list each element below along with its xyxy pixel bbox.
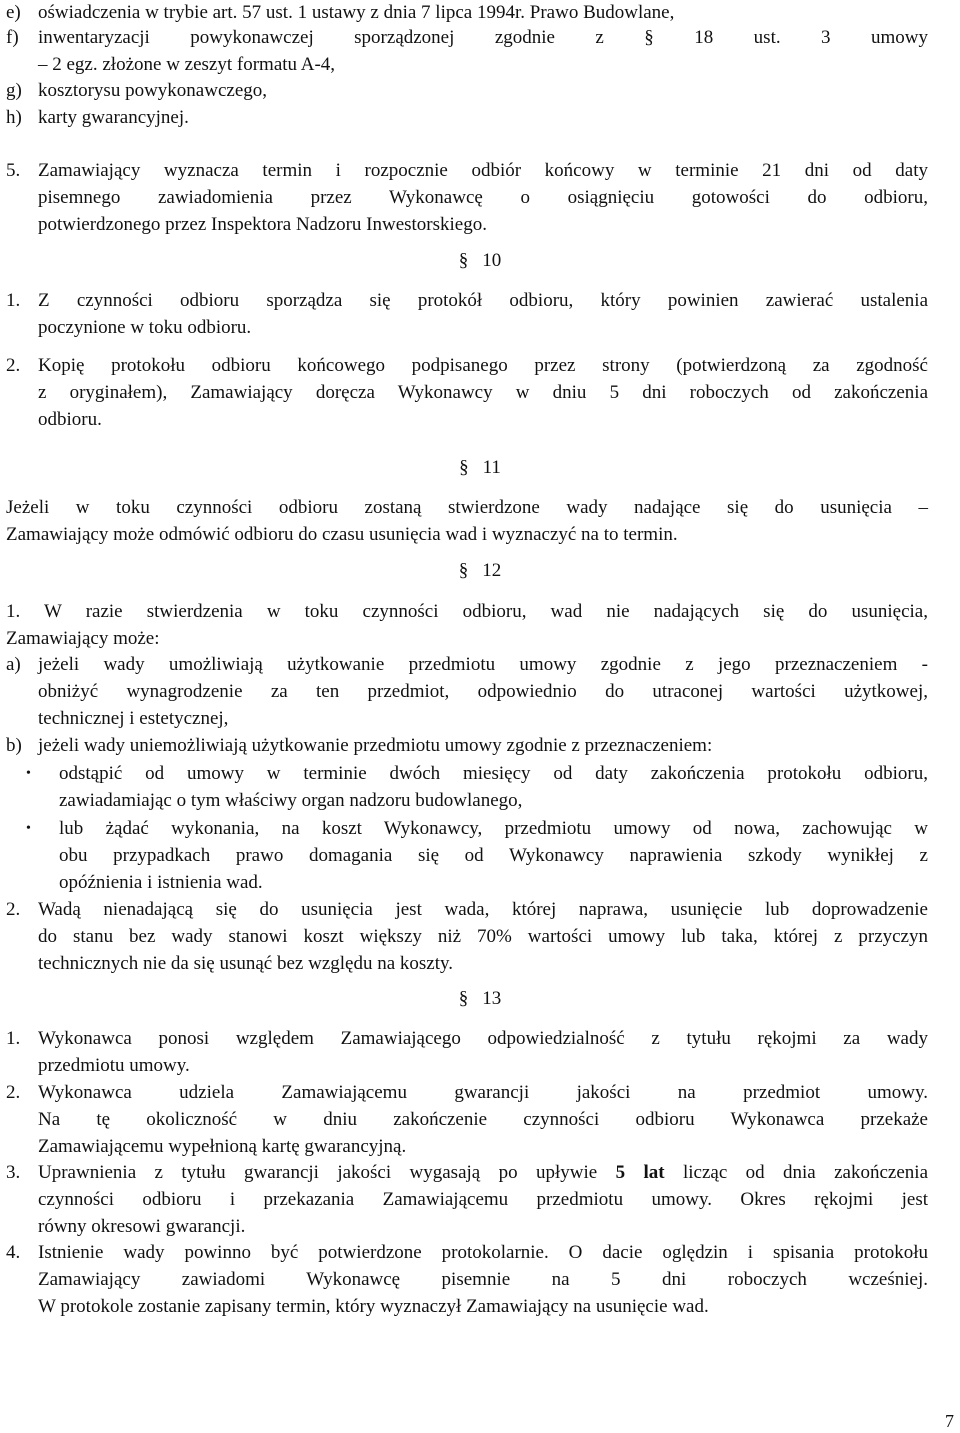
sec10-item-1 <box>6 288 928 342</box>
sec11-paragraph <box>6 495 928 549</box>
paragraph-line: obniżyć wynagrodzenie za ten przedmiot, odpowiednio do utraconej wartości użytkowej, <box>38 680 928 702</box>
item-number: 1. <box>6 290 21 311</box>
sec12-sub-b <box>6 733 928 760</box>
paragraph-line: 1. W razie stwierdzenia w toku czynności odbioru, wad nie nadających się do usunięcia, <box>6 601 928 622</box>
sec10-item-2 <box>6 353 928 433</box>
section-heading-13 <box>0 988 960 1010</box>
paragraph-line: W protokole zostanie zapisany termin, który wyznaczył Zamawiający na usunięcie wad. <box>38 1295 709 1317</box>
paragraph-line: opóźnienia i istnienia wad. <box>59 871 263 893</box>
section-heading-11 <box>0 457 960 479</box>
paragraph-line: Wykonawca ponosi względem Zamawiającego odpowiedzialność z tytułu rękojmi za wady <box>38 1028 928 1049</box>
paragraph-line: Zamawiającemu wypełnioną kartę gwarancyjną. <box>38 1135 407 1157</box>
item-number: 2. <box>6 899 21 920</box>
section-number: 13 <box>482 988 502 1009</box>
text-run: Uprawnienia z tytułu gwarancji jakości wygasają po upływie <box>38 1162 616 1183</box>
list-text: inwentaryzacji powykonawczej sporządzonej zgodnie z § 18 ust. 3 umowy <box>38 27 928 48</box>
paragraph-line: równy okresowi gwarancji. <box>38 1215 246 1237</box>
paragraph-line <box>38 1160 928 1187</box>
paragraph-line: Na tę okoliczność w dniu zakończenie czynności odbioru Wykonawca przekaże <box>38 1108 928 1130</box>
section-heading-12 <box>0 560 960 582</box>
page-number: 7 <box>945 1411 954 1431</box>
paragraph-line: do stanu bez wady stanowi koszt większy niż 70% wartości umowy lub taka, której z przyczyn <box>38 925 928 947</box>
section-heading-10 <box>0 250 960 272</box>
list-item-e <box>6 0 926 27</box>
paragraph-line: potwierdzonego przez Inspektora Nadzoru Inwestorskiego. <box>38 213 487 235</box>
sec13-item-4 <box>6 1240 928 1320</box>
list-label: g) <box>6 80 22 101</box>
list-label: f) <box>6 27 19 48</box>
item-number: 2. <box>6 1082 21 1103</box>
list-label: e) <box>6 2 21 23</box>
paragraph-line: poczynione w toku odbioru. <box>38 316 252 338</box>
item-number: 2. <box>6 355 21 376</box>
sec12-sub-a <box>6 652 928 732</box>
sec12-bullet-2 <box>6 816 928 896</box>
paragraph-line: technicznych nie da się usunąć bez względu na koszty. <box>38 952 454 974</box>
sec12-item-2 <box>6 897 928 977</box>
paragraph-line: jeżeli wady uniemożliwiają użytkowanie przedmiotu umowy zgodnie z przeznaczeniem: <box>38 735 713 756</box>
section-symbol: § <box>458 250 469 271</box>
paragraph-line: z oryginałem), Zamawiający doręcza Wykonawcy w dniu 5 dni roboczych od zakończenia <box>38 381 928 403</box>
paragraph-line: Kopię protokołu odbioru końcowego podpisanego przez strony (potwierdzoną za zgodność <box>38 355 928 376</box>
sec13-item-1 <box>6 1026 928 1080</box>
paragraph-line: Zamawiający zawiadomi Wykonawcę pisemnie na 5 dni roboczych wcześniej. <box>38 1268 928 1290</box>
paragraph-line: Zamawiający może: <box>6 627 160 649</box>
bullet-marker: • <box>26 766 31 781</box>
section-number: 12 <box>482 560 502 581</box>
item-number: 3. <box>6 1162 21 1183</box>
paragraph-line: Z czynności odbioru sporządza się protokół odbioru, który powinien zawierać ustalenia <box>38 290 928 311</box>
paragraph-line: zawiadamiając o tym właściwy organ nadzoru budowlanego, <box>59 789 523 811</box>
sec12-item-1 <box>6 599 928 653</box>
section-symbol: § <box>458 988 469 1009</box>
paragraph-line: lub żądać wykonania, na koszt Wykonawcy, przedmiotu umowy od nowa, zachowując w <box>59 818 928 839</box>
list-text: kosztorysu powykonawczego, <box>38 80 268 101</box>
paragraph-line: Wykonawca udziela Zamawiającemu gwarancji jakości na przedmiot umowy. <box>38 1082 928 1103</box>
item-number: 4. <box>6 1242 21 1263</box>
paragraph-line: Istnienie wady powinno być potwierdzone protokolarnie. O dacie oględzin i spisania protokołu <box>38 1242 928 1263</box>
list-label: h) <box>6 107 22 128</box>
list-text: karty gwarancyjnej. <box>38 107 189 128</box>
paragraph-line: Zamawiający może odmówić odbioru do czasu usunięcia wad i wyznaczyć na to termin. <box>6 523 678 545</box>
paragraph-line: Wadą nienadającą się do usunięcia jest wada, której naprawa, usunięcie lub doprowadzenie <box>38 899 928 920</box>
list-text: – 2 egz. złożone w zeszyt formatu A-4, <box>38 53 336 75</box>
sec13-item-2 <box>6 1080 928 1160</box>
bold-term: 5 lat <box>615 1162 665 1183</box>
section-number: 11 <box>482 457 501 478</box>
paragraph-line: jeżeli wady umożliwiają użytkowanie przedmiotu umowy zgodnie z jego przeznaczeniem - <box>38 654 928 675</box>
section-symbol: § <box>458 560 469 581</box>
list-text: oświadczenia w trybie art. 57 ust. 1 ustawy z dnia 7 lipca 1994r. Prawo Budowlane, <box>38 2 675 23</box>
paragraph-line: obu przypadkach prawo domagania się od Wykonawcy naprawienia szkody wynikłej z <box>59 844 928 866</box>
item-number: 1. <box>6 1028 21 1049</box>
sec12-bullet-1 <box>6 761 928 815</box>
sub-label: a) <box>6 654 21 675</box>
list-item-f <box>6 25 928 79</box>
paragraph-line: przedmiotu umowy. <box>38 1054 190 1076</box>
paragraph-item-5 <box>6 158 928 238</box>
sec13-item-3 <box>6 1160 928 1240</box>
text-run: licząc od dnia zakończenia <box>664 1162 929 1183</box>
item-number: 5. <box>6 160 21 181</box>
paragraph-line: czynności odbioru i przekazania Zamawiającemu przedmiotu umowy. Okres rękojmi jest <box>38 1188 928 1210</box>
section-number: 10 <box>482 250 502 271</box>
paragraph-line: Jeżeli w toku czynności odbioru zostaną stwierdzone wady nadające się do usunięcia – <box>6 497 928 518</box>
paragraph-line: Zamawiający wyznacza termin i rozpocznie odbiór końcowy w terminie 21 dni od daty <box>38 160 928 181</box>
section-symbol: § <box>459 457 469 478</box>
paragraph-line: odbioru. <box>38 408 102 430</box>
paragraph-line: odstąpić od umowy w terminie dwóch miesięcy od daty zakończenia protokołu odbioru, <box>59 763 928 784</box>
list-item-g <box>6 78 906 105</box>
paragraph-line: pisemnego zawiadomienia przez Wykonawcę o osiągnięciu gotowości do odbioru, <box>38 186 928 208</box>
list-item-h <box>6 105 906 132</box>
paragraph-line: technicznej i estetycznej, <box>38 707 229 729</box>
sub-label: b) <box>6 735 22 756</box>
bullet-marker: • <box>26 821 31 836</box>
